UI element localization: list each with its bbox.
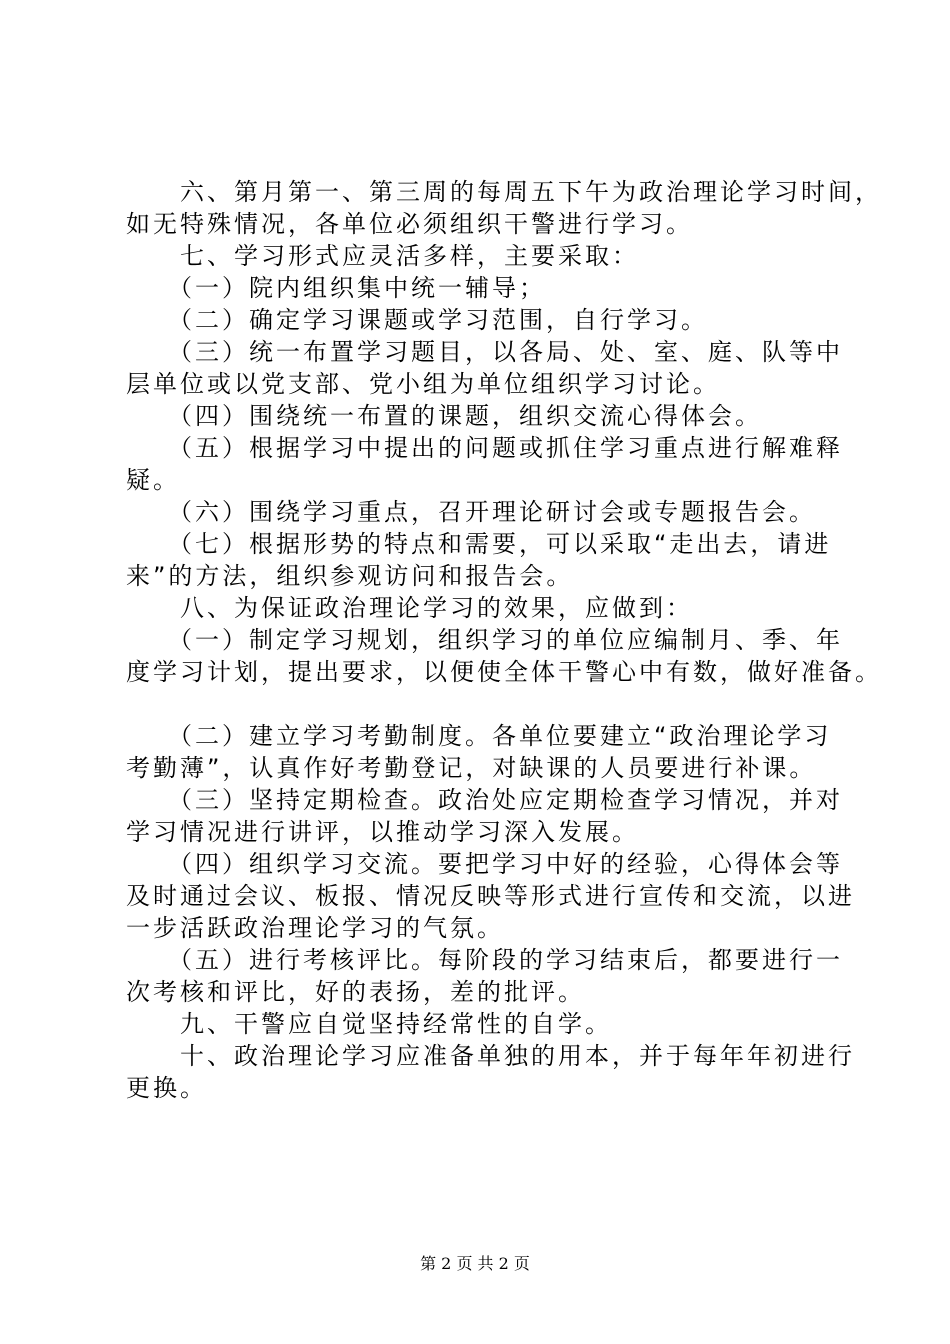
- text-line: （二）建立学习考勤制度。各单位要建立“政治理论学习: [126, 722, 832, 750]
- text-line: 来”的方法，组织参观访问和报告会。: [126, 562, 574, 590]
- text-line: 六、第月第一、第三周的每周五下午为政治理论学习时间，: [126, 178, 882, 206]
- text-line: 七、学习形式应灵活多样，主要采取：: [126, 242, 639, 270]
- text-line: 十、政治理论学习应准备单独的用本，并于每年年初进行: [126, 1042, 855, 1070]
- text-line: （一）制定学习规划，组织学习的单位应编制月、季、年: [126, 626, 843, 654]
- text-line: 更换。: [126, 1074, 207, 1102]
- text-line: （七）根据形势的特点和需要，可以采取“走出去，请进: [126, 530, 832, 558]
- text-line: 八、为保证政治理论学习的效果，应做到：: [126, 594, 693, 622]
- text-line: 如无特殊情况，各单位必须组织干警进行学习。: [126, 210, 693, 238]
- text-line: （二）确定学习课题或学习范围，自行学习。: [126, 306, 708, 334]
- text-line: （一）院内组织集中统一辅导；: [126, 274, 546, 302]
- text-line: （三）坚持定期检查。政治处应定期检查学习情况，并对: [126, 786, 843, 814]
- text-line: （六）围绕学习重点，召开理论研讨会或专题报告会。: [126, 498, 816, 526]
- text-line: 及时通过会议、板报、情况反映等形式进行宣传和交流，以进: [126, 882, 855, 910]
- text-line: （五）根据学习中提出的问题或抓住学习重点进行解难释: [126, 434, 843, 462]
- text-line: 考勤薄”，认真作好考勤登记，对缺课的人员要进行补课。: [126, 754, 817, 782]
- text-line: 度学习计划，提出要求，以便使全体干警心中有数，做好准备。: [126, 658, 882, 686]
- text-line: 次考核和评比，好的表扬，差的批评。: [126, 978, 585, 1006]
- text-line: （四）组织学习交流。要把学习中好的经验，心得体会等: [126, 850, 843, 878]
- text-line: 一步活跃政治理论学习的气氛。: [126, 914, 504, 942]
- text-line: 学习情况进行讲评，以推动学习深入发展。: [126, 818, 639, 846]
- text-line: 九、干警应自觉坚持经常性的自学。: [126, 1010, 612, 1038]
- text-line: （三）统一布置学习题目，以各局、处、室、庭、队等中: [126, 338, 843, 366]
- text-line: （五）进行考核评比。每阶段的学习结束后，都要进行一: [126, 946, 843, 974]
- page-number-footer: 第 2 页 共 2 页: [420, 1254, 530, 1273]
- text-line: 疑。: [126, 466, 180, 494]
- text-line: 层单位或以党支部、党小组为单位组织学习讨论。: [126, 370, 720, 398]
- text-line: （四）围绕统一布置的课题，组织交流心得体会。: [126, 402, 762, 430]
